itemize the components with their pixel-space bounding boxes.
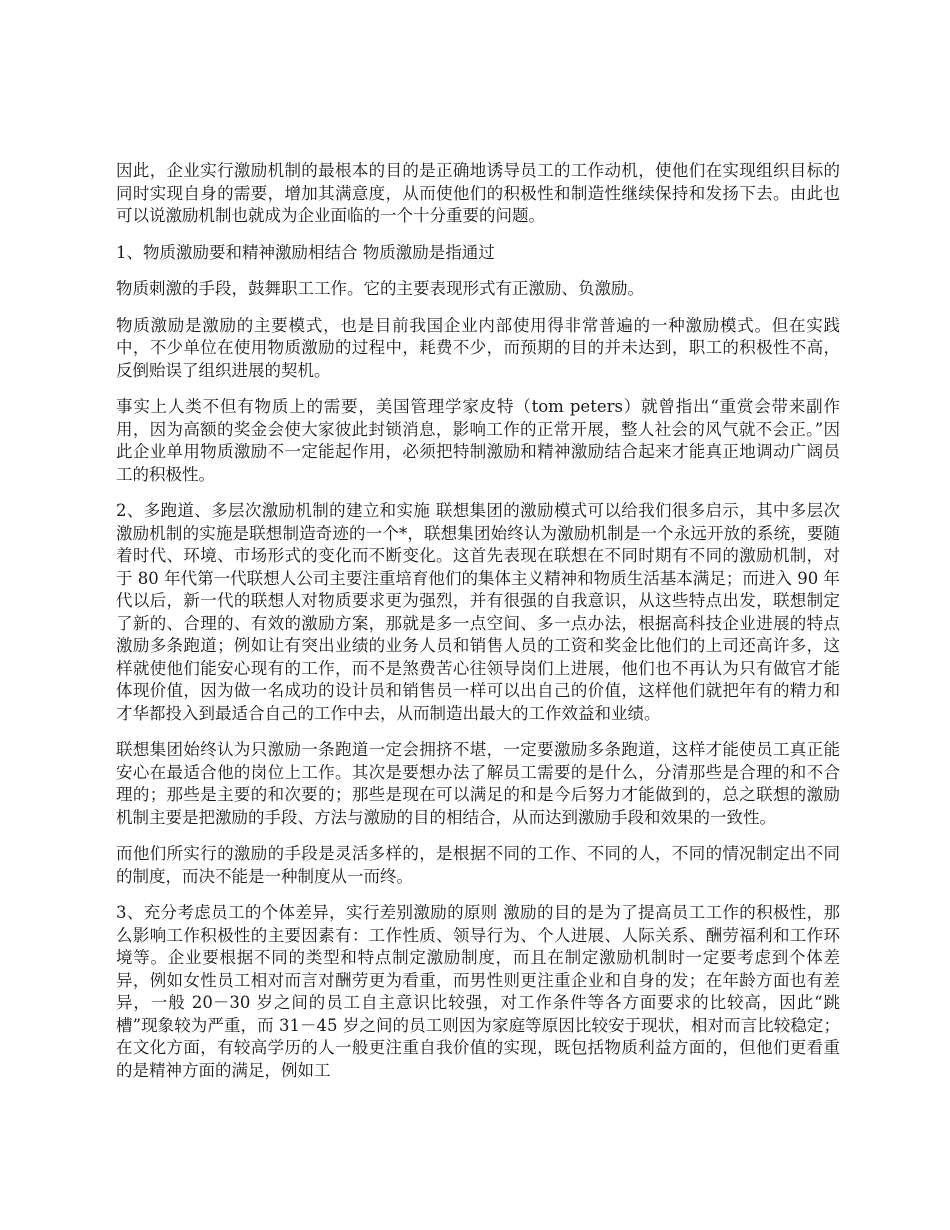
paragraph-material-incentive: 物质激励是激励的主要模式，也是目前我国企业内部使用得非常普遍的一种激励模式。但在实践中，不少单位在使用物质激励的过程中，耗费不少，而预期的目的并未达到，职工的积极性不高，反倒贻误了组织进展的契机。 (116, 315, 840, 380)
paragraph-intro: 因此，企业实行激励机制的最根本的目的是正确地诱导员工的工作动机，使他们在实现组织目标的同时实现自身的需要，增加其满意度，从而使他们的积极性和制造性继续保持和发扬下去。由此也可以说激励机制也就成为企业面临的一个十分重要的问题。 (116, 161, 840, 225)
paragraph-flexible-means: 而他们所实行的激励的手段是灵活多样的，是根据不同的工作、不同的人，不同的情况制定出不同的制度，而决不能是一种制度从一而终。 (116, 844, 840, 886)
paragraph-section-2-lenovo: 2、多跑道、多层次激励机制的建立和实施 联想集团的激励模式可以给我们很多启示，其中多层次激励机制的实施是联想制造奇迹的一个*，联想集团始终认为激励机制是一个永远开放的系统，要随着时代、环境、市场形式的变化而不断变化。这首先表现在联想在不同时期有不同的激励机制，对于 80 年代第一代联想人公司主要注重培育他们的集体主义精神和物质生活基本满足；而进入 90 年代以后，新一代的联想人对物质要求更为强烈，并有很强的自我意识，从这些特点出发，联想制定了新的、合理的、有效的激励方案，那就是多一点空间、多一点办法，根据高科技企业进展的特点激励多条跑道；例如让有突出业绩的业务人员和销售人员的工资和奖金比他们的上司还高许多，这样就使他们能安心现有的工作，而不是煞费苦心往领导岗们上进展，他们也不再认为只有做官才能体现价值，因为做一名成功的设计员和销售员一样可以出自己的价值，这样他们就把年有的精力和才华都投入到最适合自己的工作中去，从而制造出最大的工作效益和业绩。 (116, 501, 840, 723)
document-page (116, 160, 840, 1096)
paragraph-section-3-individual-differences: 3、充分考虑员工的个体差异，实行差别激励的原则 激励的目的是为了提高员工工作的积极性，那么影响工作积极性的主要因素有：工作性质、领导行为、个人进展、人际关系、酬劳福利和工作环境等。企业要根据不同的类型和特点制定激励制度，而且在制定激励机制时一定要考虑到个体差异，例如女性员工相对而言对酬劳更为看重，而男性则更注重企业和自身的发；在年龄方面也有差异，一般 20－30 岁之间的员工自主意识比较强，对工作条件等各方面要求的比较高，因此“跳槽”现象较为严重，而 31－45 岁之间的员工则因为家庭等原因比较安于现状，相对而言比较稳定；在文化方面，有较高学历的人一般更注重自我价值的实现，既包括物质利益方面的，但他们更看重的是精神方面的满足，例如工 (116, 903, 840, 1080)
paragraph-material-stimulus: 物质刺激的手段，鼓舞职工工作。它的主要表现形式有正激励、负激励。 (116, 279, 644, 298)
paragraph-multiple-tracks: 联想集团始终认为只激励一条跑道一定会拥挤不堪，一定要激励多条跑道，这样才能使员工真正能安心在最适合他的岗位上工作。其次是要想办法了解员工需要的是什么，分清那些是合理的和不合理的；那些是主要的和次要的；那些是现在可以满足的和是今后努力才能做到的，总之联想的激励机制主要是把激励的手段、方法与激励的目的相结合，从而达到激励手段和效果的一致性。 (116, 740, 840, 827)
paragraph-section-1-heading: 1、物质激励要和精神激励相结合 物质激励是指通过 (116, 242, 495, 262)
paragraph-tom-peters-quote: 事实上人类不但有物质上的需要，美国管理学家皮特（tom peters）就曾指出“重赏会带来副作用，因为高额的奖金会使大家彼此封锁消息，影响工作的正常开展，整人社会的风气就不会正。”因此企业单用物质激励不一定能起作用，必须把特制激励和精神激励结合起来才能真正地调动广阔员工的积极性。 (116, 397, 840, 484)
